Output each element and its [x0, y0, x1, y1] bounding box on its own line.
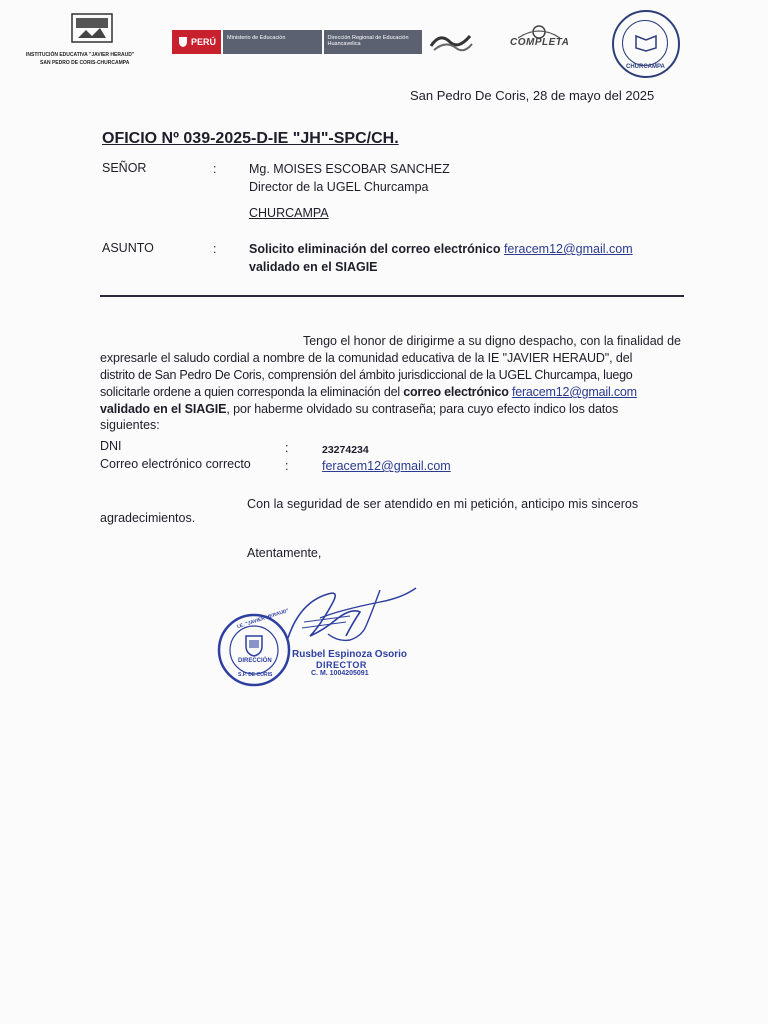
stamp-center-text: DIRECCIÓN — [238, 658, 272, 664]
senor-label: SEÑOR — [102, 161, 147, 175]
asunto-colon: : — [213, 242, 217, 256]
signer-cm: C. M. 1004205091 — [311, 670, 369, 677]
letterhead — [0, 0, 768, 80]
ugel-seal — [612, 10, 680, 78]
asunto-text: Solicito eliminación del correo electrónico — [249, 242, 501, 256]
body-email-link[interactable]: feracem12@gmail.com — [511, 385, 637, 399]
body-line: distrito de San Pedro De Coris, comprensión del ámbito jurisdiccional de la UGEL Churcampa, luego — [100, 368, 633, 382]
institution-crest-icon — [70, 12, 114, 49]
stamp-ring-text: I.E. "JAVIER HERAUD" — [236, 607, 290, 631]
completa-label: COMPLETA — [510, 37, 570, 48]
dni-colon: : — [285, 441, 289, 455]
book-icon — [634, 32, 658, 52]
handwritten-signature — [280, 582, 420, 657]
body-emphasis: validado en el SIAGIE — [100, 402, 227, 416]
body-line: siguientes: — [100, 418, 160, 432]
peru-shield-icon — [177, 36, 189, 48]
body-line: expresarle el saludo cordial a nombre de la comunidad educativa de la IE "JAVIER HERAUD", del — [100, 351, 633, 365]
stamp-bottom-text: S.P. DE CORIS — [238, 672, 273, 678]
body-text: , por haberme olvidado su contraseña; para cuyo efecto indico los datos — [226, 402, 619, 416]
peru-label: PERÚ — [191, 37, 217, 47]
peru-badge — [172, 30, 221, 54]
ministry-band — [172, 30, 422, 54]
institution-name: INSTITUCIÓN EDUCATIVA "JAVIER HERAUD" — [26, 52, 135, 58]
closing-line-2: agradecimientos. — [100, 511, 196, 525]
signer-name: Rusbel Espinoza Osorio — [292, 649, 408, 660]
header-divider — [100, 295, 684, 297]
asunto-line-2: validado en el SIAGIE — [249, 260, 378, 274]
body-emphasis: correo electrónico — [403, 385, 509, 399]
ministry-label: Ministerio de Educación — [223, 30, 322, 54]
dni-label: DNI — [100, 439, 122, 453]
email-colon: : — [285, 459, 289, 473]
institution-location: SAN PEDRO DE CORIS-CHURCAMPA — [40, 60, 130, 66]
dni-value: 23274234 — [322, 444, 369, 456]
document-title: OFICIO Nº 039-2025-D-IE "JH"-SPC/CH. — [102, 130, 399, 147]
correct-email-link[interactable]: feracem12@gmail.com — [322, 459, 451, 473]
body-line — [100, 401, 681, 418]
signer-title: DIRECTOR — [316, 660, 367, 670]
asunto-line-1 — [249, 241, 633, 258]
recipient-city: CHURCAMPA — [249, 206, 329, 220]
asunto-email-link[interactable]: feracem12@gmail.com — [503, 242, 633, 256]
completa-logo — [506, 22, 572, 56]
asunto-label: ASUNTO — [102, 241, 154, 255]
closing-line-1: Con la seguridad de ser atendido en mi petición, anticipo mis sinceros — [247, 497, 639, 511]
seal-text: CHURCAMPA — [626, 64, 665, 70]
body-line: Tengo el honor de dirigirme a su digno despacho, con la finalidad de — [302, 334, 681, 348]
regional-label: Dirección Regional de Educación Huancavelica — [324, 30, 423, 54]
place-date: San Pedro De Coris, 28 de mayo del 2025 — [410, 88, 655, 103]
body-line — [100, 384, 681, 401]
valediction: Atentamente, — [247, 546, 322, 560]
senor-colon: : — [213, 162, 217, 176]
body-paragraph — [100, 333, 681, 432]
recipient-role: Director de la UGEL Churcampa — [249, 180, 429, 194]
regional-logo-icon — [428, 28, 474, 59]
recipient-name: Mg. MOISES ESCOBAR SANCHEZ — [249, 162, 450, 176]
email-label: Correo electrónico correcto — [100, 457, 251, 471]
body-text: solicitarle ordene a quien corresponda la eliminación del — [100, 385, 400, 399]
